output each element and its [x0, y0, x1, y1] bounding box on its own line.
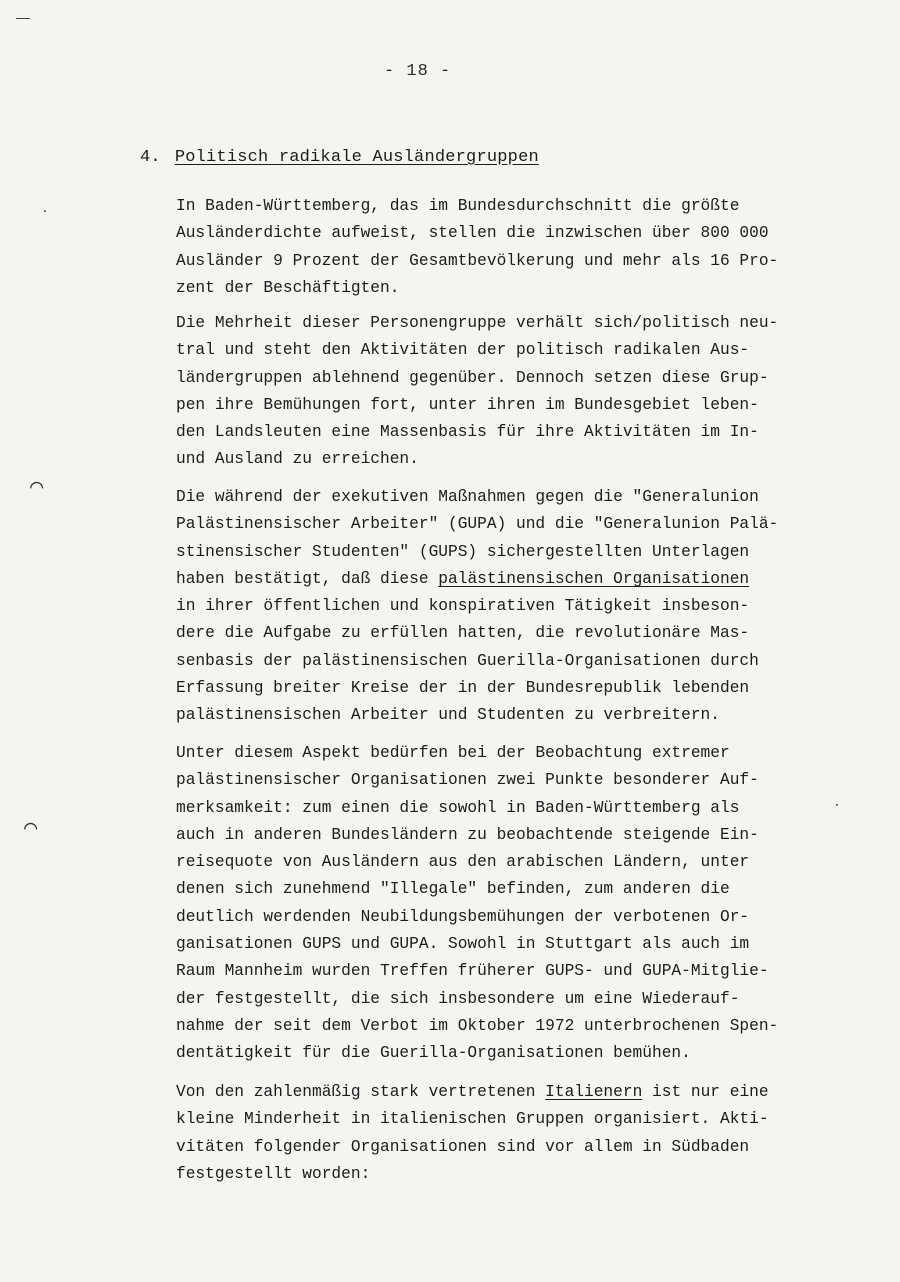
punch-hole-mark-upper: ⌒ [30, 475, 44, 500]
text-line: In Baden-Württemberg, das im Bundesdurchschnitt die größte [176, 197, 740, 215]
text-line: merksamkeit: zum einen die sowohl in Baden-Württemberg als [176, 798, 740, 817]
paragraph-3 [176, 484, 866, 730]
text-line: palästinensischen Arbeiter und Studenten zu verbreitern. [176, 706, 720, 725]
scan-edge-mark [16, 18, 30, 19]
text-line: ländergruppen ablehnend gegenüber. Dennoch setzen diese Grup- [176, 368, 769, 387]
text-line: dere die Aufgabe zu erfüllen hatten, die revolutionäre Mas- [176, 624, 750, 643]
text-line: Unter diesem Aspekt bedürfen bei der Beobachtung extremer [176, 744, 730, 762]
paragraph-4 [176, 740, 866, 1068]
punch-hole-mark-lower: ⌒ [24, 816, 38, 841]
text-line: Palästinensischer Arbeiter" (GUPA) und die "Generalunion Palä- [176, 515, 779, 534]
underlined-phrase: Italienern [545, 1083, 643, 1101]
paragraph-1 [176, 193, 866, 302]
section-number: 4. [140, 148, 161, 167]
text-line: tral und steht den Aktivitäten der politisch radikalen Aus- [176, 341, 750, 360]
text-line: palästinensischer Organisationen zwei Punkte besonderer Auf- [176, 771, 759, 790]
section-heading [140, 148, 539, 167]
text-line: und Ausland zu erreichen. [176, 450, 419, 469]
underlined-phrase: palästinensischen Organisationen [438, 569, 750, 588]
text-line: Erfassung breiter Kreise der in der Bundesrepublik lebenden [176, 679, 750, 698]
text-line: kleine Minderheit in italienischen Gruppen organisiert. Akti- [176, 1110, 769, 1129]
text-line: festgestellt worden: [176, 1164, 371, 1183]
text-line: senbasis der palästinensischen Guerilla-Organisationen durch [176, 651, 759, 670]
text-line: Ausländer 9 Prozent der Gesamtbevölkerung und mehr als 16 Pro- [176, 251, 779, 270]
text-line: vitäten folgender Organisationen sind vor allem in Südbaden [176, 1137, 750, 1156]
text-line: auch in anderen Bundesländern zu beobachtende steigende Ein- [176, 825, 759, 844]
text-line: denen sich zunehmend "Illegale" befinden, zum anderen die [176, 880, 730, 899]
text-line: deutlich werdenden Neubildungsbemühungen der verbotenen Or- [176, 907, 750, 926]
text-line: Ausländerdichte aufweist, stellen die inzwischen über 800 000 [176, 224, 769, 243]
text-fragment: ist nur eine [652, 1083, 769, 1101]
scan-speck [44, 210, 46, 212]
text-line: Raum Mannheim wurden Treffen früherer GUPS- und GUPA-Mitglie- [176, 962, 769, 981]
page-number: - 18 - [384, 62, 452, 81]
text-line: zent der Beschäftigten. [176, 278, 400, 297]
text-line [176, 1079, 866, 1106]
text-line: dentätigkeit für die Guerilla-Organisationen bemühen. [176, 1044, 691, 1063]
text-line: pen ihre Bemühungen fort, unter ihren im Bundesgebiet leben- [176, 395, 759, 414]
paragraph-5 [176, 1079, 866, 1188]
text-line: in ihrer öffentlichen und konspirativen Tätigkeit insbeson- [176, 597, 750, 616]
section-title: Politisch radikale Ausländergruppen [174, 148, 539, 167]
text-line: Die während der exekutiven Maßnahmen gegen die "Generalunion [176, 488, 759, 506]
paragraph-2 [176, 310, 866, 474]
text-fragment: haben bestätigt, daß diese [176, 569, 429, 588]
text-line: der festgestellt, die sich insbesondere um eine Wiederauf- [176, 989, 740, 1008]
text-line: reisequote von Ausländern aus den arabischen Ländern, unter [176, 853, 750, 872]
text-fragment: Von den zahlenmäßig stark vertretenen [176, 1083, 536, 1101]
text-line: Die Mehrheit dieser Personengruppe verhält sich/politisch neu- [176, 314, 779, 332]
text-line: stinensischer Studenten" (GUPS) sichergestellten Unterlagen [176, 542, 750, 561]
text-line: nahme der seit dem Verbot im Oktober 1972 unterbrochenen Spen- [176, 1016, 779, 1035]
text-line [176, 566, 866, 593]
text-line: ganisationen GUPS und GUPA. Sowohl in Stuttgart als auch im [176, 935, 750, 954]
text-line: den Landsleuten eine Massenbasis für ihre Aktivitäten im In- [176, 423, 759, 442]
